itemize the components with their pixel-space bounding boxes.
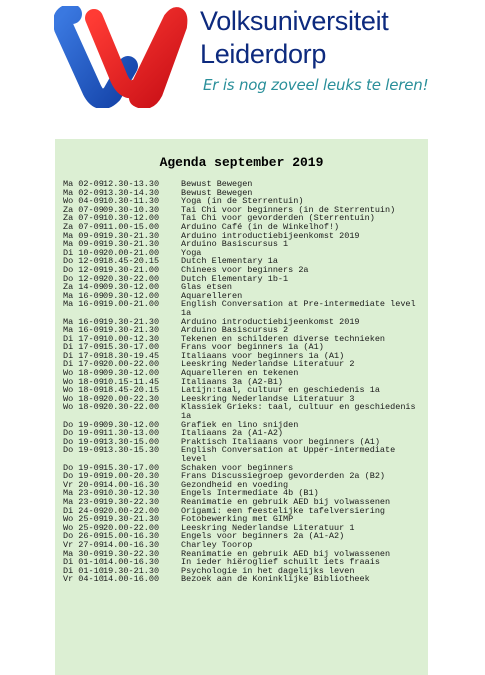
agenda-date: Ma 02-09 — [63, 179, 104, 189]
organization-name-line1: Volksuniversiteit — [200, 6, 389, 36]
agenda-date: Wo 18-09 — [63, 402, 104, 413]
agenda-date: Do 19-09 — [63, 445, 104, 456]
agenda-date: Vr 27-09 — [63, 539, 104, 550]
agenda-time: 19.30-21.30 — [103, 239, 160, 250]
agenda-time: 11.00-15.00 — [103, 221, 160, 232]
agenda-time: 15.30-17.00 — [103, 342, 160, 353]
agenda-desc: Engels Intermediate 4b (B1) — [181, 488, 319, 499]
agenda-date: Di 01-10 — [63, 557, 104, 568]
agenda-desc: Italiaans 2a (A1-A2) — [181, 428, 284, 439]
agenda-date: Ma 16-09 — [63, 316, 104, 327]
agenda-time: 19.30-21.30 — [103, 565, 160, 576]
agenda-time: 19.30-21.30 — [103, 230, 160, 241]
agenda-time: 12.30-13.30 — [103, 179, 160, 189]
agenda-desc: Tai Chi voor beginners (in de Sterrentuin) — [181, 204, 396, 215]
agenda-time: 15.30-17.00 — [103, 462, 160, 473]
agenda-time: 10.30-12.30 — [103, 488, 160, 499]
agenda-time: 14.00-16.30 — [103, 557, 160, 568]
agenda-time: 14.00-16.00 — [103, 574, 160, 585]
agenda-desc: Fotobewerking met GIMP — [181, 514, 294, 525]
agenda-desc: Dutch Elementary 1a — [181, 256, 278, 267]
agenda-row[interactable] — [63, 403, 425, 420]
agenda-desc: Grafiek en lino snijden — [181, 419, 299, 430]
agenda-desc: Glas etsen — [181, 282, 233, 293]
agenda-date: Wo 18-09 — [63, 376, 104, 387]
agenda-date: Di 24-09 — [63, 505, 104, 516]
agenda-date: Wo 18-09 — [63, 385, 104, 396]
agenda-desc: Yoga (in de Sterrentuin) — [181, 196, 304, 207]
agenda-desc: Chinees voor beginners 2a — [181, 264, 309, 275]
agenda-time: 13.30-15.00 — [103, 436, 160, 447]
volksuniversiteit-logo[interactable] — [54, 6, 190, 108]
agenda-time: 19.30-21.30 — [103, 316, 160, 327]
agenda-desc: Leeskring Nederlandse Literatuur 1 — [181, 522, 355, 533]
agenda-time: 15.00-16.30 — [103, 531, 160, 542]
agenda-desc: Yoga — [181, 247, 202, 258]
agenda-desc: Charley Toorop — [181, 539, 253, 550]
agenda-date: Do 12-09 — [63, 256, 104, 267]
agenda-desc: Gezondheid en voeding — [181, 479, 289, 490]
agenda-desc: Schaken voor beginners — [181, 462, 294, 473]
agenda-time: 20.30-22.00 — [103, 402, 160, 413]
agenda-time: 09.30-12.00 — [103, 368, 160, 379]
agenda-desc: English Conversation at Pre-intermediate level 1a — [181, 299, 416, 318]
agenda-time: 10.30-11.30 — [103, 196, 160, 207]
agenda-time: 09.30-12.00 — [103, 419, 160, 430]
agenda-desc: Arduino Café (in de Winkelhof!) — [181, 221, 340, 232]
agenda-date: Di 17-09 — [63, 350, 104, 361]
agenda-time: 18.30-19.45 — [103, 350, 160, 361]
agenda-date: Do 12-09 — [63, 273, 104, 284]
agenda-desc: Aquarelleren en tekenen — [181, 368, 299, 379]
agenda-desc: Reanimatie en gebruik AED bij volwassenen — [181, 496, 391, 507]
agenda-date: Wo 25-09 — [63, 514, 104, 525]
agenda-desc: Italiaans 3a (A2-B1) — [181, 376, 284, 387]
agenda-desc: Leeskring Nederlandse Literatuur 3 — [181, 393, 355, 404]
agenda-time: 19.30-21.30 — [103, 325, 160, 336]
agenda-date: Ma 09-09 — [63, 230, 104, 241]
agenda-desc: Leeskring Nederlandse Literatuur 2 — [181, 359, 355, 370]
agenda-desc: Tekenen en schilderen diverse technieken — [181, 333, 386, 344]
agenda-date: Ma 23-09 — [63, 488, 104, 499]
agenda-date: Wo 25-09 — [63, 522, 104, 533]
agenda-time: 18.45-20.15 — [103, 385, 160, 396]
agenda-time: 10.30-12.00 — [103, 213, 160, 224]
agenda-time: 10.15-11.45 — [103, 376, 160, 387]
agenda-desc: Dutch Elementary 1b-1 — [181, 273, 289, 284]
agenda-date: Do 26-09 — [63, 531, 104, 542]
agenda-time: 20.30-22.00 — [103, 273, 160, 284]
agenda-time: 20.00-22.00 — [103, 505, 160, 516]
agenda-desc: Arduino introductiebijeenkomst 2019 — [181, 316, 360, 327]
agenda-time: 19.30-21.00 — [103, 264, 160, 275]
agenda-date: Do 19-09 — [63, 471, 104, 482]
agenda-desc: Klassiek Grieks: taal, cultuur en geschiedenis 1a — [181, 402, 416, 422]
agenda-time: 14.00-16.30 — [103, 539, 160, 550]
agenda-desc: Praktisch Italiaans voor beginners (A1) — [181, 436, 380, 447]
agenda-time: 13.30-14.30 — [103, 187, 160, 198]
agenda-date: Wo 18-09 — [63, 368, 104, 379]
agenda-panel — [55, 139, 428, 675]
agenda-time: 20.00-22.00 — [103, 359, 160, 370]
agenda-desc: Frans Discussiegroep gevorderden 2a (B2) — [181, 471, 386, 482]
agenda-date: Wo 18-09 — [63, 393, 104, 404]
organization-name-line2: Leiderdorp — [200, 39, 327, 69]
agenda-desc: Origami: een feestelijke tafelversiering — [181, 505, 386, 516]
agenda-list — [63, 180, 425, 584]
agenda-date: Ma 02-09 — [63, 187, 104, 198]
agenda-date: Za 07-09 — [63, 221, 104, 232]
agenda-desc: Psychologie in het dagelijks leven — [181, 565, 355, 576]
agenda-date: Za 14-09 — [63, 282, 104, 293]
agenda-time: 19.30-22.30 — [103, 548, 160, 559]
agenda-time: 18.45-20.15 — [103, 256, 160, 267]
agenda-date: Za 07-09 — [63, 213, 104, 224]
agenda-desc: Bezoek aan de Koninklijke Bibliotheek — [181, 574, 370, 585]
agenda-date: Ma 16-09 — [63, 325, 104, 336]
agenda-desc: Bewust Bewegen — [181, 179, 253, 189]
agenda-time: 14.00-16.30 — [103, 479, 160, 490]
agenda-desc: Latijn:taal, cultuur en geschiedenis 1a — [181, 385, 380, 396]
agenda-time: 09.30-12.00 — [103, 290, 160, 301]
agenda-date: Do 19-09 — [63, 428, 104, 439]
agenda-desc: Reanimatie en gebruik AED bij volwassenen — [181, 548, 391, 559]
agenda-desc: Tai Chi voor gevorderden (Sterrentuin) — [181, 213, 375, 224]
agenda-time: 20.00-21.00 — [103, 247, 160, 258]
agenda-row[interactable] — [63, 446, 425, 463]
agenda-row[interactable] — [63, 575, 425, 584]
agenda-desc: Bewust Bewegen — [181, 187, 253, 198]
agenda-time: 11.30-13.00 — [103, 428, 160, 439]
agenda-date: Di 17-09 — [63, 333, 104, 344]
agenda-desc: In ieder hiëroglief schuilt iets fraais — [181, 557, 380, 568]
agenda-date: Ma 30-09 — [63, 548, 104, 559]
agenda-time: 19.30-22.30 — [103, 496, 160, 507]
organization-name — [200, 5, 480, 71]
agenda-time: 20.00-22.30 — [103, 393, 160, 404]
agenda-desc: Frans voor beginners 1a (A1) — [181, 342, 324, 353]
agenda-time: 09.30-12.00 — [103, 282, 160, 293]
agenda-date: Wo 04-09 — [63, 196, 104, 207]
agenda-date: Di 17-09 — [63, 342, 104, 353]
agenda-time: 13.30-15.30 — [103, 445, 160, 456]
agenda-date: Do 19-09 — [63, 436, 104, 447]
agenda-date: Di 17-09 — [63, 359, 104, 370]
agenda-time: 20.00-22.00 — [103, 522, 160, 533]
agenda-desc: Arduino Basiscursus 2 — [181, 325, 289, 336]
agenda-date: Za 07-09 — [63, 204, 104, 215]
agenda-date: Vr 04-10 — [63, 574, 104, 585]
agenda-desc: Engels voor beginners 2a (A1-A2) — [181, 531, 345, 542]
agenda-title: Agenda september 2019 — [159, 155, 324, 170]
agenda-desc: Italiaans voor beginners 1a (A1) — [181, 350, 345, 361]
agenda-date: Ma 16-09 — [63, 299, 104, 310]
agenda-date: Do 19-09 — [63, 462, 104, 473]
agenda-time: 19.00-21.00 — [103, 299, 160, 310]
agenda-time: 09.30-10.30 — [103, 204, 160, 215]
agenda-date: Do 12-09 — [63, 264, 104, 275]
agenda-desc: Arduino introductiebijeenkomst 2019 — [181, 230, 360, 241]
agenda-date: Di 01-10 — [63, 565, 104, 576]
agenda-date: Vr 20-09 — [63, 479, 104, 490]
agenda-date: Do 19-09 — [63, 419, 104, 430]
agenda-desc: English Conversation at Upper-intermediate level — [181, 445, 396, 464]
agenda-row[interactable] — [63, 300, 425, 317]
agenda-date: Ma 23-09 — [63, 496, 104, 507]
agenda-time: 10.00-12.30 — [103, 333, 160, 344]
slogan: Er is nog zoveel leuks te leren! — [203, 76, 429, 94]
agenda-time: 19.30-21.30 — [103, 514, 160, 525]
agenda-desc: Aquarelleren — [181, 290, 243, 301]
agenda-date: Ma 16-09 — [63, 290, 104, 301]
agenda-date: Di 10-09 — [63, 247, 104, 258]
agenda-date: Ma 09-09 — [63, 239, 104, 250]
agenda-time: 19.00-20.30 — [103, 471, 160, 482]
agenda-desc: Arduino Basiscursus 1 — [181, 239, 289, 250]
